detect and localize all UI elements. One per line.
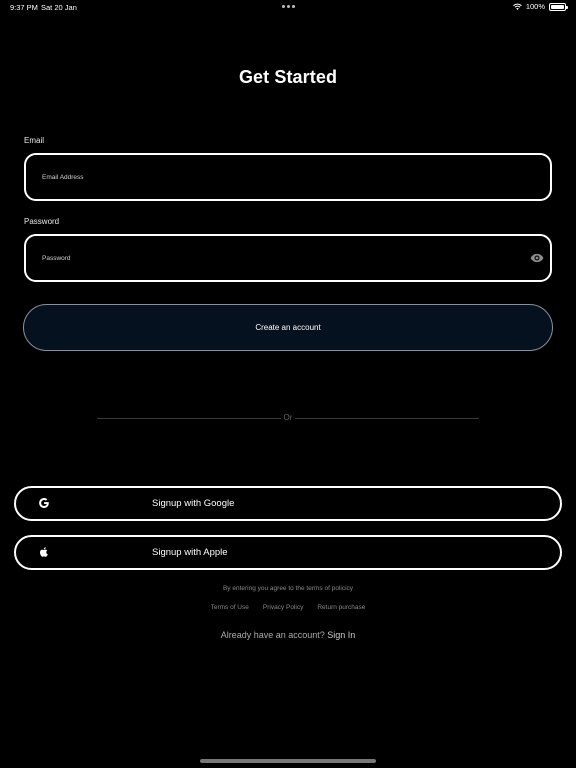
- signin-prompt: Already have an account?: [220, 630, 325, 640]
- wifi-icon: [513, 3, 522, 11]
- email-field-container[interactable]: [24, 153, 552, 201]
- password-field-container[interactable]: [24, 234, 552, 282]
- email-label: Email: [24, 136, 45, 145]
- divider-text: Or: [283, 413, 293, 422]
- divider-line-right: [295, 418, 479, 419]
- status-indicators: [513, 2, 566, 11]
- signup-apple-label: Signup with Apple: [152, 547, 228, 558]
- multitasking-dots-icon[interactable]: [282, 5, 295, 8]
- privacy-policy-link[interactable]: Privacy Policy: [262, 604, 304, 611]
- signup-apple-button[interactable]: [14, 535, 562, 570]
- signin-row: [0, 630, 576, 640]
- email-field[interactable]: [42, 155, 522, 199]
- status-bar: [0, 0, 576, 14]
- signin-link[interactable]: Sign In: [327, 630, 356, 640]
- battery-icon: [549, 3, 566, 11]
- status-time: 9:37 PM: [10, 3, 38, 12]
- password-field[interactable]: [42, 236, 522, 280]
- terms-notice: By entering you agree to the terms of policicy: [222, 585, 354, 592]
- signup-google-button[interactable]: [14, 486, 562, 521]
- legal-links: [0, 604, 576, 611]
- create-account-button[interactable]: Create an account: [23, 304, 553, 351]
- battery-percent: 100%: [525, 2, 545, 11]
- password-label: Password: [24, 217, 60, 226]
- signup-google-label: Signup with Google: [152, 498, 235, 509]
- page-title: Get Started: [238, 67, 338, 87]
- terms-of-use-link[interactable]: Terms of Use: [210, 604, 249, 611]
- return-purchase-link[interactable]: Return purchase: [317, 604, 366, 611]
- status-date: Sat 20 Jan: [41, 3, 77, 12]
- google-icon: [38, 497, 50, 509]
- eye-icon[interactable]: [530, 253, 544, 263]
- or-divider: [97, 413, 479, 423]
- battery-level: [551, 5, 564, 9]
- home-indicator[interactable]: [200, 759, 376, 763]
- apple-icon: [38, 546, 50, 558]
